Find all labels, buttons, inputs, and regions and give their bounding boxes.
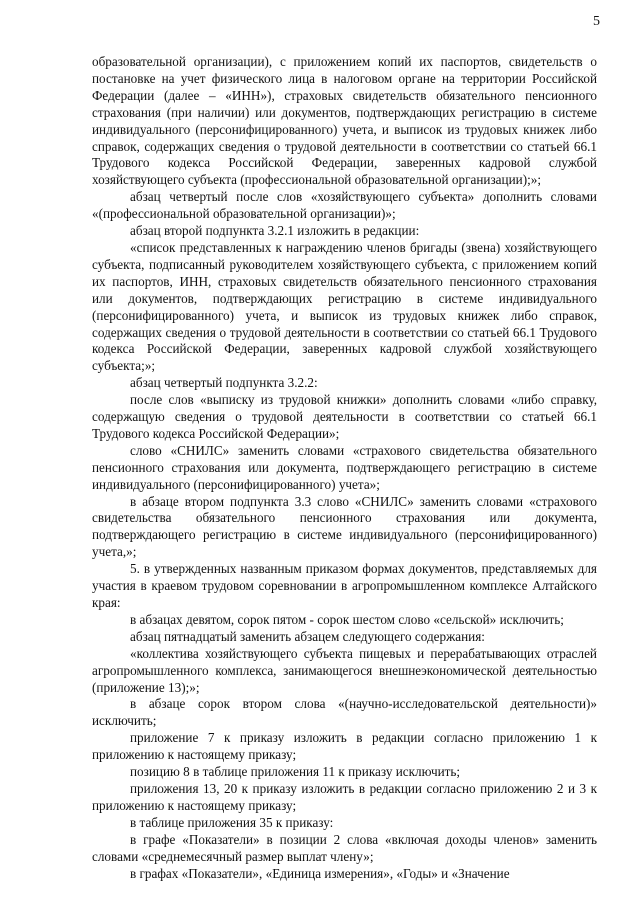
paragraph: в графе «Показатели» в позиции 2 слова «включая доходы членов» заменить словами «среднемесячный размер выплат члену»;: [92, 831, 597, 864]
paragraph: в абзаце сорок втором слова «(научно-исследовательской деятельности)» исключить;: [92, 696, 597, 729]
paragraph: после слов «выписку из трудовой книжки» дополнить словами «либо справку, содержащую сведения о трудовой деятельности в соответствии со статьей 66.1 Трудового кодекса Российской Федерации»;: [92, 392, 597, 441]
paragraph: 5. в утвержденных названным приказом формах документов, представляемых для участия в краевом трудовом соревновании в агропромышленном комплексе Алтайского края:: [92, 561, 597, 610]
page-number: 5: [593, 14, 600, 29]
document-body: [92, 54, 597, 882]
paragraph: в абзаце втором подпункта 3.3 слово «СНИЛС» заменить словами «страхового свидетельства обязательного пенсионного страхования или документа, подтверждающего регистрацию в системе индивидуального (персонифицированного) учета,»;: [92, 493, 597, 560]
paragraph: абзац четвертый подпункта 3.2.2:: [130, 375, 318, 391]
paragraph: абзац пятнадцатый заменить абзацем следующего содержания:: [130, 628, 485, 644]
paragraph: в абзацах девятом, сорок пятом - сорок шестом слово «сельской» исключить;: [130, 611, 564, 627]
paragraph: образовательной организации), с приложением копий их паспортов, свидетельств о постановке на учет физического лица в налоговом органе на территории Российской Федерации (далее – «ИНН»), страховых свидетельств обязательного пенсионного страхования (при наличии) или документов, подтверждающих регистрацию в системе индивидуального (персонифицированного) учета, и выписок из трудовых книжек либо справок, содержащих сведения о трудовой деятельности в соответствии со статьей 66.1 Трудового кодекса Российской Федерации, заверенных кадровой службой хозяйствующего субъекта (профессиональной образовательной организации);»;: [92, 54, 597, 188]
paragraph: в графах «Показатели», «Единица измерения», «Годы» и «Значение: [130, 865, 510, 881]
paragraph: приложения 13, 20 к приказу изложить в редакции согласно приложению 2 и 3 к приложению к настоящему приказу;: [92, 780, 597, 813]
paragraph: позицию 8 в таблице приложения 11 к приказу исключить;: [130, 764, 461, 780]
paragraph: приложение 7 к приказу изложить в редакции согласно приложению 1 к приложению к настоящему приказу;: [92, 730, 597, 763]
paragraph: в таблице приложения 35 к приказу:: [130, 814, 334, 830]
paragraph: абзац второй подпункта 3.2.1 изложить в редакции:: [130, 223, 420, 239]
paragraph: «коллектива хозяйствующего субъекта пищевых и перерабатывающих отраслей агропромышленного комплекса, занимающегося внешнеэкономической деятельностью (приложение 13);»;: [92, 645, 597, 695]
paragraph: слово «СНИЛС» заменить словами «страхового свидетельства обязательного пенсионного страхования или документа, подтверждающего регистрацию в системе индивидуального (персонифицированного) учета»;: [92, 442, 597, 492]
paragraph: абзац четвертый после слов «хозяйствующего субъекта» дополнить словами «(профессиональной образовательной организации)»;: [92, 189, 597, 222]
paragraph: «список представленных к награждению членов бригады (звена) хозяйствующего субъекта, подписанный руководителем хозяйствующего субъекта, с приложением копий их паспортов, ИНН, страховых свидетельств обязательного пенсионного страхования или документов, подтверждающих регистрацию в системе индивидуального (персонифицированного) учета, и выписок из трудовых книжек либо справок, содержащих сведения о трудовой деятельности в соответствии со статьей 66.1 Трудового кодекса Российской Федерации, заверенных кадровой службой хозяйствующего субъекта;»;: [92, 239, 597, 374]
